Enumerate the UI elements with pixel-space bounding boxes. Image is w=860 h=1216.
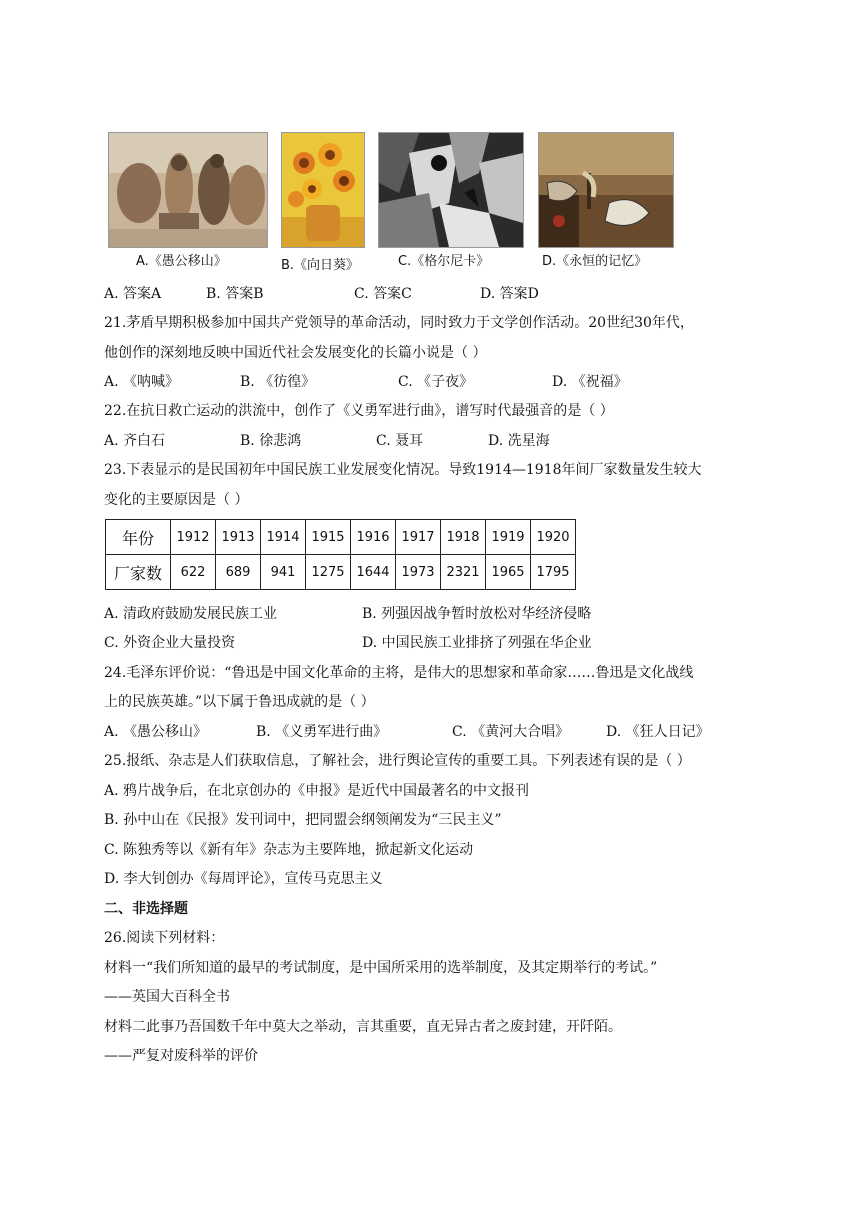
option-d[interactable]: D. 《祝福》 bbox=[552, 374, 628, 390]
option-c[interactable]: C. 外资企业大量投资 bbox=[104, 635, 236, 651]
option-a[interactable]: A. 《呐喊》 bbox=[104, 374, 180, 390]
table-row bbox=[106, 520, 576, 555]
row-label-count: 厂家数 bbox=[106, 555, 171, 590]
year-cell: 1913 bbox=[216, 520, 261, 555]
q25-option-b[interactable]: B. 孙中山在《民报》发刊词中，把同盟会纲领阐发为“三民主义” bbox=[104, 812, 502, 828]
figure-b-caption: B.《向日葵》 bbox=[281, 258, 360, 273]
option-a[interactable]: A. 《愚公移山》 bbox=[104, 724, 208, 740]
option-b[interactable]: B. 答案B bbox=[206, 286, 264, 302]
option-c[interactable]: C. 《黄河大合唱》 bbox=[452, 724, 570, 740]
count-cell: 1973 bbox=[396, 555, 441, 590]
count-cell: 1644 bbox=[351, 555, 396, 590]
year-cell: 1914 bbox=[261, 520, 306, 555]
q21-stem-line2: 他创作的深刻地反映中国近代社会发展变化的长篇小说是（ ） bbox=[104, 345, 487, 361]
section-heading: 二、非选择题 bbox=[104, 901, 188, 917]
option-b[interactable]: B. 列强因战争暂时放松对华经济侵略 bbox=[362, 606, 592, 622]
count-cell: 2321 bbox=[441, 555, 486, 590]
q25-option-d[interactable]: D. 李大钊创办《每周评论》，宣传马克思主义 bbox=[104, 871, 383, 887]
q25-stem: 25.报纸、杂志是人们获取信息，了解社会，进行舆论宣传的重要工具。下列表述有误的是（ ） bbox=[104, 753, 691, 769]
q26-stem: 26.阅读下列材料： bbox=[104, 930, 225, 946]
q23-stem-line1: 23.下表显示的是民国初年中国民族工业发展变化情况。导致1914—1918年间厂家数量发生较大 bbox=[104, 462, 702, 478]
option-a[interactable]: A. 答案A bbox=[104, 286, 162, 302]
count-cell: 1965 bbox=[486, 555, 531, 590]
q26-material-1: 材料一“我们所知道的最早的考试制度，是中国所采用的选举制度，及其定期举行的考试。” bbox=[104, 960, 658, 976]
q21-stem-line1: 21.茅盾早期积极参加中国共产党领导的革命活动，同时致力于文学创作活动。20世纪30年代， bbox=[104, 315, 694, 331]
row-label-year: 年份 bbox=[106, 520, 171, 555]
q22-stem: 22.在抗日救亡运动的洪流中，创作了《义勇军进行曲》，谱写时代最强音的是（ ） bbox=[104, 403, 614, 419]
q26-material-1-source: ——英国大百科全书 bbox=[104, 989, 230, 1005]
year-cell: 1912 bbox=[171, 520, 216, 555]
count-cell: 622 bbox=[171, 555, 216, 590]
q25-option-c[interactable]: C. 陈独秀等以《新有年》杂志为主要阵地，掀起新文化运动 bbox=[104, 842, 474, 858]
option-c[interactable]: C. 聂耳 bbox=[376, 433, 424, 449]
figure-c-caption: C.《格尔尼卡》 bbox=[398, 254, 490, 269]
q23-stem-line2: 变化的主要原因是（ ） bbox=[104, 492, 249, 508]
option-d[interactable]: D. 答案D bbox=[480, 286, 539, 302]
q25-option-a[interactable]: A. 鸦片战争后，在北京创办的《申报》是近代中国最著名的中文报刊 bbox=[104, 783, 530, 799]
count-cell: 689 bbox=[216, 555, 261, 590]
option-d[interactable]: D. 《狂人日记》 bbox=[606, 724, 710, 740]
q24-stem-line1: 24.毛泽东评价说：“鲁迅是中国文化革命的主将，是伟大的思想家和革命家……鲁迅是文化战线 bbox=[104, 665, 694, 681]
figure-a-caption: A.《愚公移山》 bbox=[136, 254, 227, 269]
q26-material-2-source: ——严复对废科举的评价 bbox=[104, 1048, 258, 1064]
count-cell: 941 bbox=[261, 555, 306, 590]
option-b[interactable]: B. 徐悲鸿 bbox=[240, 433, 302, 449]
figure-d-caption: D.《永恒的记忆》 bbox=[542, 254, 648, 269]
table-row bbox=[106, 555, 576, 590]
painting-yugong-image bbox=[108, 132, 268, 248]
year-cell: 1915 bbox=[306, 520, 351, 555]
painting-persistence-of-memory-image bbox=[538, 132, 674, 248]
count-cell: 1275 bbox=[306, 555, 351, 590]
year-cell: 1920 bbox=[531, 520, 576, 555]
option-c[interactable]: C. 《子夜》 bbox=[398, 374, 474, 390]
option-b[interactable]: B. 《彷徨》 bbox=[240, 374, 316, 390]
year-cell: 1917 bbox=[396, 520, 441, 555]
option-d[interactable]: D. 冼星海 bbox=[488, 433, 550, 449]
option-a[interactable]: A. 齐白石 bbox=[104, 433, 166, 449]
year-cell: 1916 bbox=[351, 520, 396, 555]
q24-stem-line2: 上的民族英雄。”以下属于鲁迅成就的是（ ） bbox=[104, 694, 375, 710]
option-d[interactable]: D. 中国民族工业排挤了列强在华企业 bbox=[362, 635, 592, 651]
year-cell: 1918 bbox=[441, 520, 486, 555]
painting-sunflowers-image bbox=[281, 132, 365, 248]
count-cell: 1795 bbox=[531, 555, 576, 590]
painting-guernica-image bbox=[378, 132, 524, 248]
option-b[interactable]: B. 《义勇军进行曲》 bbox=[256, 724, 388, 740]
option-c[interactable]: C. 答案C bbox=[354, 286, 412, 302]
option-a[interactable]: A. 清政府鼓励发展民族工业 bbox=[104, 606, 278, 622]
year-cell: 1919 bbox=[486, 520, 531, 555]
q26-material-2: 材料二此事乃吾国数千年中莫大之举动，言其重要，直无异古者之废封建，开阡陌。 bbox=[104, 1019, 622, 1035]
industry-table bbox=[105, 519, 576, 590]
